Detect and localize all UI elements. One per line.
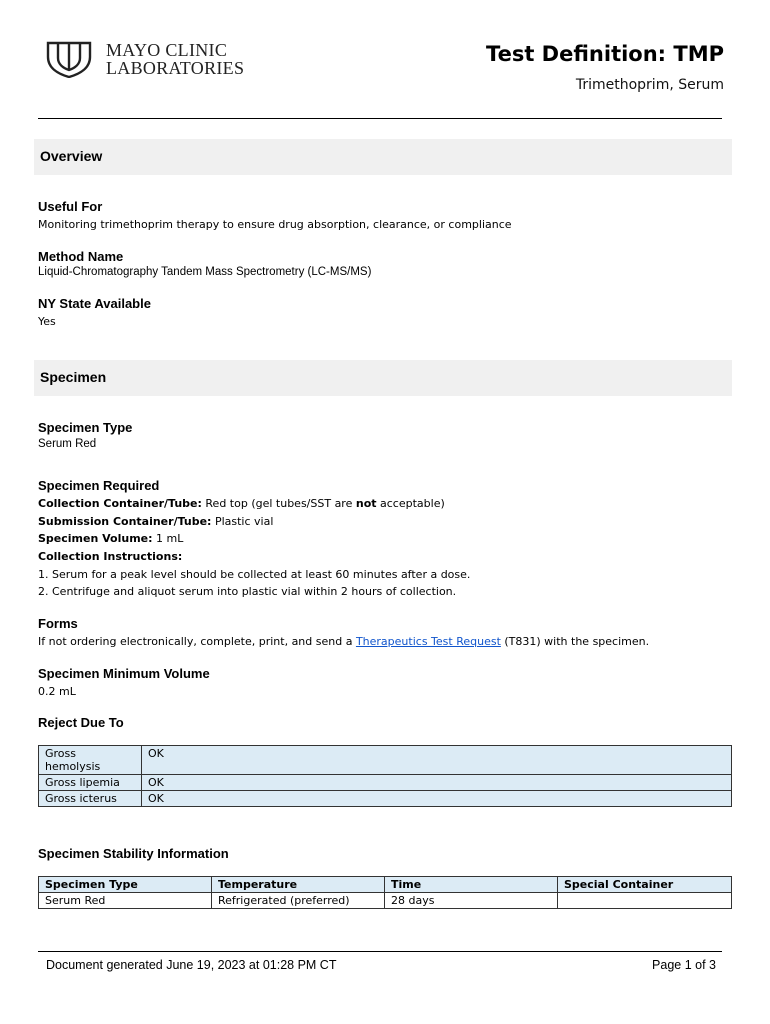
reject-result-cell: OK — [142, 775, 732, 791]
collection-container-text-b: acceptable) — [376, 497, 445, 510]
footer-divider — [38, 951, 722, 952]
useful-for-text: Monitoring trimethoprim therapy to ensure drug absorption, clearance, or compliance — [38, 218, 512, 231]
reject-due-to-heading: Reject Due To — [38, 715, 124, 730]
submission-container-text: Plastic vial — [211, 515, 274, 528]
therapeutics-test-request-link[interactable]: Therapeutics Test Request — [355, 635, 501, 648]
submission-container-label: Submission Container/Tube: — [38, 515, 212, 528]
forms-text-a: If not ordering electronically, complete, print, and send a — [38, 635, 356, 648]
stability-cell: Refrigerated (preferred) — [212, 893, 385, 909]
specimen-type-text: Serum Red — [38, 438, 97, 450]
forms-text — [38, 635, 649, 648]
footer-page-number: Page 1 of 3 — [652, 958, 716, 972]
stability-header-specimen-type: Specimen Type — [39, 877, 212, 893]
useful-for-heading: Useful For — [38, 199, 103, 214]
reject-condition-line2: hemolysis — [45, 760, 101, 773]
table-row — [39, 893, 732, 909]
specimen-required-heading: Specimen Required — [38, 478, 160, 493]
reject-condition-cell: Gross lipemia — [39, 775, 142, 791]
method-name-text: Liquid-Chromatography Tandem Mass Spectrometry (LC-MS/MS) — [38, 266, 372, 278]
specimen-volume-line — [38, 532, 183, 545]
mayo-clinic-logo — [44, 40, 244, 78]
footer-generated: Document generated June 19, 2023 at 01:28 PM CT — [46, 958, 337, 972]
min-volume-text: 0.2 mL — [38, 685, 76, 698]
specimen-volume-text: 1 mL — [152, 532, 184, 545]
instruction-2: 2. Centrifuge and aliquot serum into plastic vial within 2 hours of collection. — [38, 585, 457, 598]
reject-table — [38, 745, 732, 807]
collection-container-label: Collection Container/Tube: — [38, 497, 202, 510]
overview-section-header — [34, 139, 732, 175]
reject-result-cell: OK — [142, 791, 732, 807]
stability-heading: Specimen Stability Information — [38, 846, 229, 861]
table-header-row — [39, 877, 732, 893]
stability-table — [38, 876, 732, 909]
submission-container-line — [38, 515, 273, 528]
min-volume-heading: Specimen Minimum Volume — [38, 666, 210, 681]
collection-container-text-a: Red top (gel tubes/SST are — [201, 497, 356, 510]
ny-state-heading: NY State Available — [38, 296, 151, 311]
specimen-volume-label: Specimen Volume: — [38, 532, 153, 545]
page-title: Test Definition: TMP — [486, 42, 724, 66]
specimen-type-heading: Specimen Type — [38, 420, 133, 435]
reject-result-cell: OK — [142, 746, 732, 775]
specimen-section-header — [34, 360, 732, 396]
overview-section-title: Overview — [40, 148, 103, 164]
reject-condition-cell: Gross icterus — [39, 791, 142, 807]
collection-container-not: not — [355, 497, 377, 510]
stability-cell: 28 days — [385, 893, 558, 909]
collection-instructions-label: Collection Instructions: — [38, 550, 183, 563]
specimen-section-title: Specimen — [40, 369, 107, 385]
reject-condition-line1: Gross — [45, 747, 76, 760]
instruction-1: 1. Serum for a peak level should be collected at least 60 minutes after a dose. — [38, 568, 471, 581]
stability-cell — [558, 893, 732, 909]
forms-heading: Forms — [38, 616, 78, 631]
stability-header-special-container: Special Container — [558, 877, 732, 893]
stability-cell: Serum Red — [39, 893, 212, 909]
method-name-heading: Method Name — [38, 249, 124, 264]
logo-line-2: LABORATORIES — [106, 58, 245, 78]
ny-state-text: Yes — [38, 315, 56, 328]
stability-header-temperature: Temperature — [212, 877, 385, 893]
mayo-clinic-shield-icon — [44, 40, 94, 78]
reject-condition-cell — [39, 746, 142, 775]
table-row — [39, 791, 732, 807]
page-subtitle: Trimethoprim, Serum — [575, 77, 724, 93]
logo-line-1: MAYO CLINIC — [106, 40, 228, 60]
stability-header-time: Time — [385, 877, 558, 893]
collection-container-line — [38, 497, 445, 510]
header-divider — [38, 118, 722, 119]
collection-instructions-line — [38, 550, 182, 563]
table-row — [39, 746, 732, 775]
table-row — [39, 775, 732, 791]
forms-text-b: (T831) with the specimen. — [500, 635, 650, 648]
